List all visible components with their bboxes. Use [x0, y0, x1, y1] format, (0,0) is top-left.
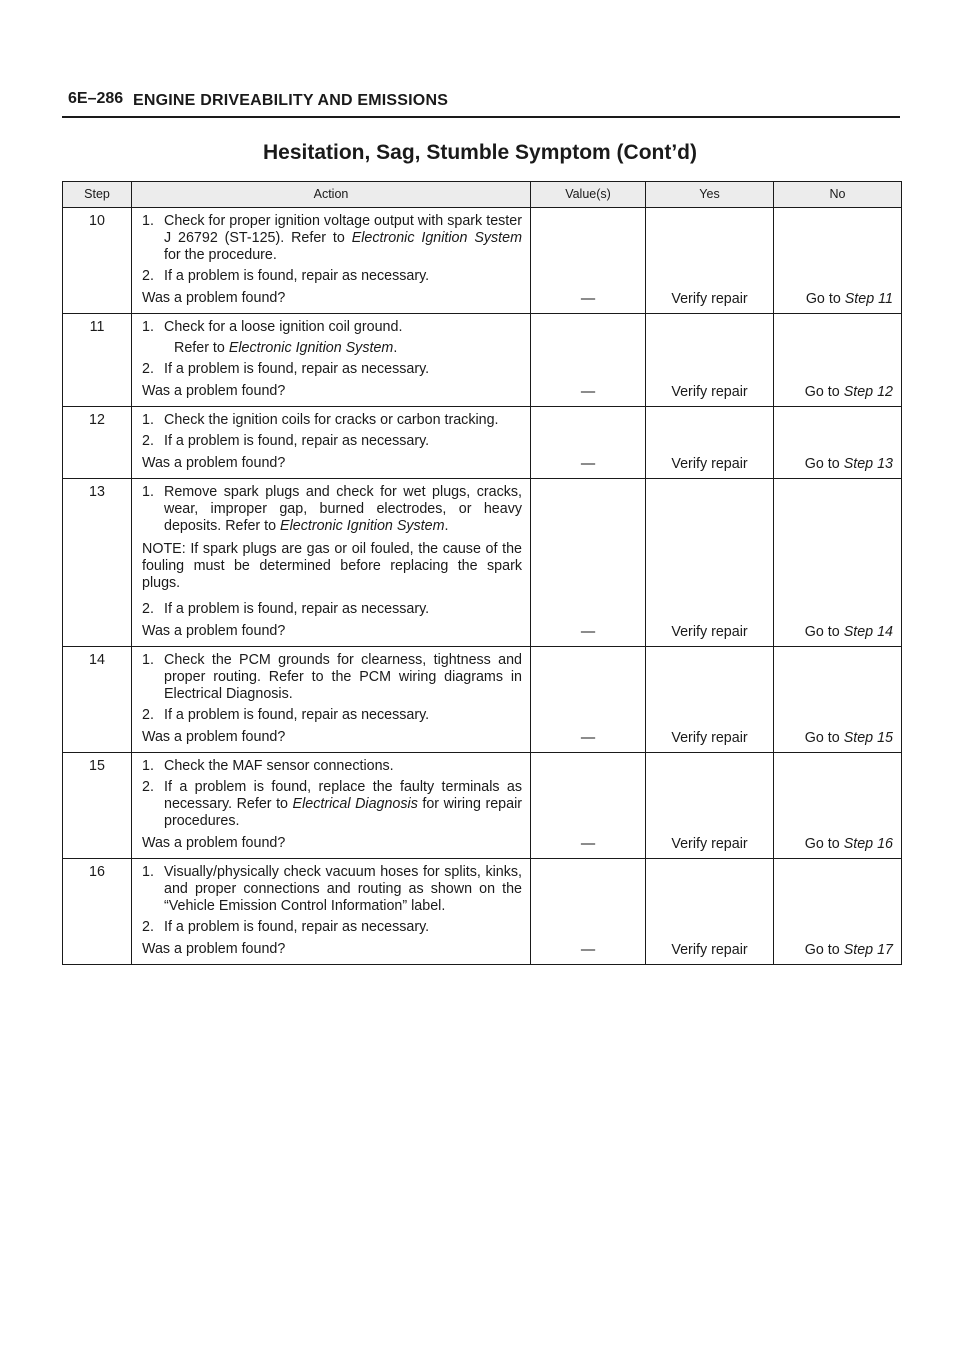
step-link: Step 17: [843, 942, 893, 958]
value-cell: —: [531, 407, 646, 479]
column-header-action: Action: [132, 182, 531, 208]
reference-link: Electronic Ignition System: [351, 230, 522, 246]
column-header-step: Step: [63, 182, 132, 208]
reference-link: Electronic Ignition System: [228, 340, 394, 356]
action-cell: [132, 753, 531, 859]
item-number: 2.: [142, 779, 154, 795]
item-text: for the procedure.: [164, 247, 277, 263]
item-number: 1.: [142, 484, 154, 500]
no-cell: [774, 407, 902, 479]
value-cell: —: [531, 753, 646, 859]
table-row: [63, 859, 902, 965]
no-cell: [774, 647, 902, 753]
yes-cell: Verify repair: [646, 479, 774, 647]
step-link: Step 11: [844, 291, 893, 307]
yes-cell: Verify repair: [646, 314, 774, 407]
item-number: 2.: [142, 268, 154, 284]
table-row: [63, 647, 902, 753]
action-cell: [132, 479, 531, 647]
table-row: [63, 479, 902, 647]
action-cell: [132, 647, 531, 753]
item-number: 2.: [142, 361, 154, 377]
no-cell: [774, 208, 902, 314]
item-text: for wiring repair procedures.: [164, 796, 523, 829]
step-number: 10: [63, 208, 132, 314]
action-item: [142, 758, 522, 775]
action-item: [142, 864, 522, 915]
step-number: 12: [63, 407, 132, 479]
item-text: If a problem is found, replace the faulty terminals as necessary. Refer to: [164, 779, 522, 812]
step-link: Step 14: [843, 624, 893, 640]
action-item: [142, 484, 522, 535]
table-row: [63, 208, 902, 314]
action-cell: [132, 859, 531, 965]
question: Was a problem found?: [142, 623, 286, 639]
question: Was a problem found?: [142, 455, 286, 471]
item-text: Check for a loose ignition coil ground.: [164, 319, 403, 335]
item-number: 1.: [142, 213, 154, 229]
action-item: [142, 779, 522, 830]
item-number: 1.: [142, 758, 154, 774]
value-cell: —: [531, 314, 646, 407]
question: Was a problem found?: [142, 729, 286, 745]
value-cell: —: [531, 208, 646, 314]
step-number: 13: [63, 479, 132, 647]
item-number: 1.: [142, 319, 154, 335]
no-cell: [774, 314, 902, 407]
column-header-no: No: [774, 182, 902, 208]
table-header-row: [63, 182, 902, 208]
question: Was a problem found?: [142, 835, 286, 851]
question: Was a problem found?: [142, 383, 286, 399]
action-item: [142, 213, 522, 264]
item-text: Visually/physically check vacuum hoses for splits, kinks, and proper connections and routing as shown on the “Vehicle Emission Control Information” label.: [164, 864, 522, 914]
item-text: Check the MAF sensor connections.: [164, 758, 394, 774]
item-number: 1.: [142, 652, 154, 668]
item-number: 2.: [142, 919, 154, 935]
step-link: Step 15: [843, 730, 893, 746]
action-cell: [132, 208, 531, 314]
column-header-values: Value(s): [531, 182, 646, 208]
question: Was a problem found?: [142, 290, 286, 306]
step-number: 16: [63, 859, 132, 965]
yes-cell: Verify repair: [646, 753, 774, 859]
yes-cell: Verify repair: [646, 647, 774, 753]
item-number: 2.: [142, 707, 154, 723]
note-text: NOTE: If spark plugs are gas or oil fouled, the cause of the fouling must be determined before replacing the spark plugs.: [142, 541, 522, 591]
item-text: Check the PCM grounds for clearness, tightness and proper routing. Refer to the PCM wiring diagrams in Electrical Diagnosis.: [164, 652, 522, 702]
table-row: [63, 407, 902, 479]
yes-cell: Verify repair: [646, 208, 774, 314]
yes-cell: Verify repair: [646, 407, 774, 479]
yes-cell: Verify repair: [646, 859, 774, 965]
table-row: [63, 314, 902, 407]
value-cell: —: [531, 479, 646, 647]
item-text: If a problem is found, repair as necessary.: [164, 919, 430, 935]
step-link: Step 12: [843, 384, 893, 400]
step-number: 15: [63, 753, 132, 859]
step-number: 11: [63, 314, 132, 407]
action-cell: [132, 314, 531, 407]
item-text: Check the ignition coils for cracks or carbon tracking.: [164, 412, 499, 428]
action-cell: [132, 407, 531, 479]
refer-suffix: .: [393, 340, 398, 356]
no-prefix: Go to: [804, 384, 844, 400]
action-item: [142, 652, 522, 703]
question: Was a problem found?: [142, 941, 286, 957]
item-text: If a problem is found, repair as necessary.: [164, 601, 430, 617]
item-text: If a problem is found, repair as necessary.: [164, 433, 430, 449]
no-prefix: Go to: [804, 836, 844, 852]
item-text: If a problem is found, repair as necessary.: [164, 268, 430, 284]
header-rule: [62, 116, 900, 118]
item-number: 2.: [142, 601, 154, 617]
item-text: Check for proper ignition voltage output with spark tester J 26792 (ST-125). Refer to: [164, 213, 522, 246]
action-item: [142, 268, 522, 285]
step-link: Step 13: [843, 456, 893, 472]
action-item: [142, 707, 522, 724]
step-link: Step 16: [843, 836, 893, 852]
item-number: 2.: [142, 433, 154, 449]
action-item: [142, 601, 522, 618]
value-cell: —: [531, 859, 646, 965]
refer-prefix: Refer to: [174, 340, 229, 356]
diagnostic-table: [62, 181, 902, 965]
no-cell: [774, 753, 902, 859]
action-item: [142, 319, 522, 336]
action-item: [142, 919, 522, 936]
item-text: .: [444, 518, 449, 534]
action-item: [142, 433, 522, 450]
no-prefix: Go to: [804, 624, 844, 640]
item-text: If a problem is found, repair as necessary.: [164, 361, 430, 377]
item-text: Remove spark plugs and check for wet plugs, cracks, wear, improper gap, burned electrodes, or heavy deposits. Refer to: [164, 484, 522, 534]
action-item: [142, 361, 522, 378]
no-prefix: Go to: [804, 942, 844, 958]
no-cell: [774, 479, 902, 647]
item-text: If a problem is found, repair as necessary.: [164, 707, 430, 723]
table-row: [63, 753, 902, 859]
no-cell: [774, 859, 902, 965]
item-number: 1.: [142, 412, 154, 428]
column-header-yes: Yes: [646, 182, 774, 208]
page-number: 6E–286: [68, 90, 124, 107]
step-number: 14: [63, 647, 132, 753]
action-item: [142, 412, 522, 429]
value-cell: —: [531, 647, 646, 753]
no-prefix: Go to: [805, 291, 845, 307]
no-prefix: Go to: [804, 456, 844, 472]
reference-link: Electronic Ignition System: [280, 518, 445, 534]
no-prefix: Go to: [804, 730, 844, 746]
section-title: ENGINE DRIVEABILITY AND EMISSIONS: [133, 92, 449, 109]
refer-line: [142, 340, 522, 357]
item-number: 1.: [142, 864, 154, 880]
page-title: Hesitation, Sag, Stumble Symptom (Cont’d): [262, 141, 698, 164]
reference-link: Electrical Diagnosis: [292, 796, 418, 812]
